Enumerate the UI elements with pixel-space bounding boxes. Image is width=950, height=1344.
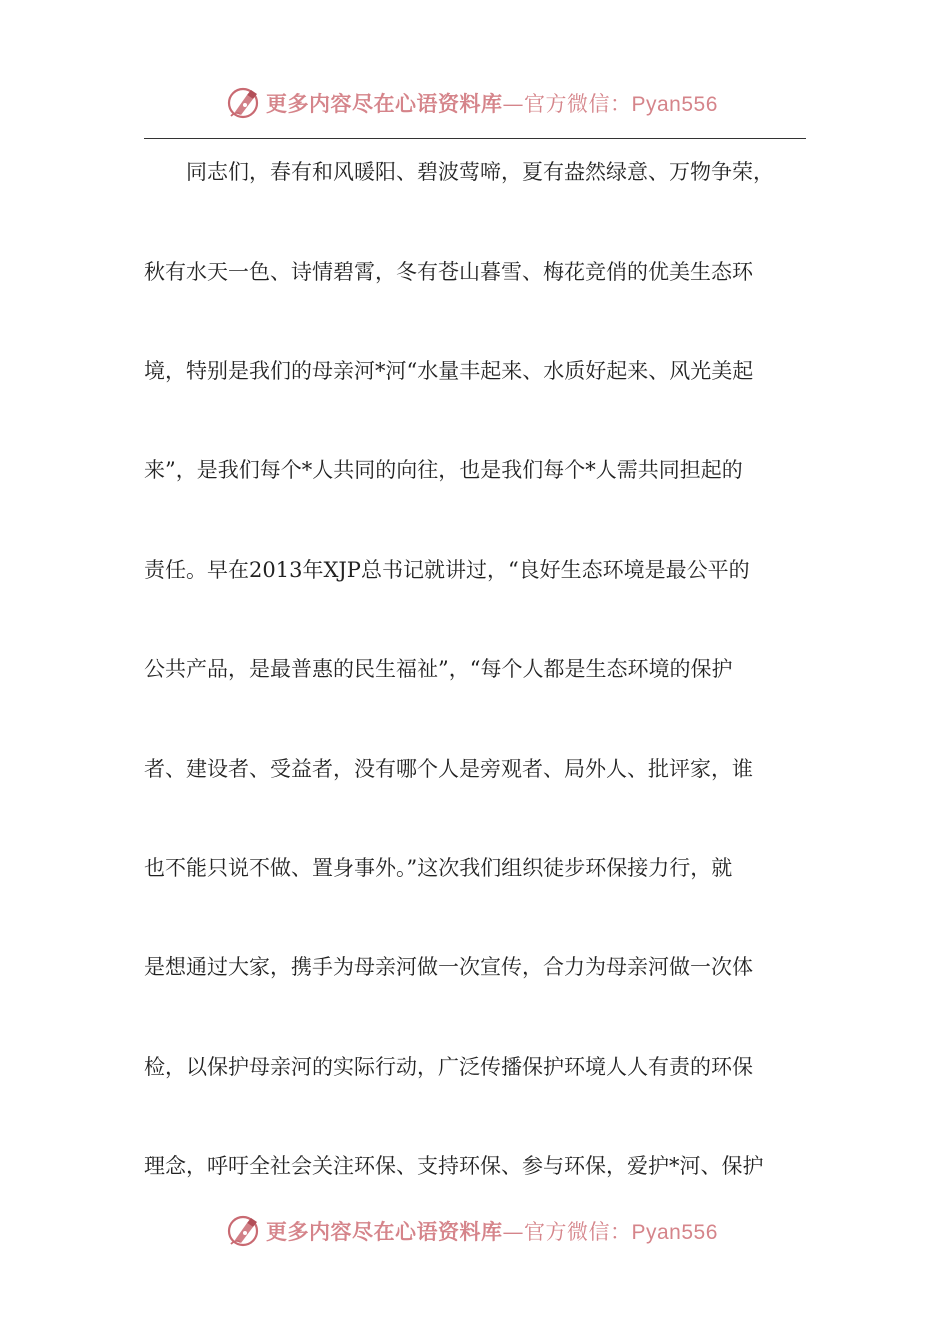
footer-banner-text xyxy=(266,1216,718,1246)
paragraph-line: 公共产品，是最普惠的民生福祉”，“每个人都是生态环境的保护 xyxy=(144,657,733,681)
header-dash: — xyxy=(502,92,524,116)
paragraph-line: 者、建设者、受益者，没有哪个人是旁观者、局外人、批评家，谁 xyxy=(144,757,753,781)
paragraph-line: 境，特别是我们的母亲河*河“水量丰起来、水质好起来、风光美起 xyxy=(144,359,754,383)
paragraph-line: 责任。早在2013年XJP总书记就讲过，“良好生态环境是最公平的 xyxy=(144,558,750,582)
footer-wechat-id: Pyan556 xyxy=(631,1221,718,1244)
footer-brand: 更多内容尽在心语资料库 xyxy=(266,1219,503,1244)
paragraph-line: 也不能只说不做、置身事外。”这次我们组织徒步环保接力行，就 xyxy=(144,856,733,880)
paragraph-line: 秋有水天一色、诗情碧霄，冬有苍山暮雪、梅花竞俏的优美生态环 xyxy=(144,260,753,284)
header-wechat-label: 官方微信： xyxy=(524,92,632,116)
paragraph-line: 检，以保护母亲河的实际行动，广泛传播保护环境人人有责的环保 xyxy=(144,1055,753,1079)
pen-nib-logo-icon xyxy=(226,1213,262,1249)
footer-banner-content xyxy=(226,1209,718,1253)
paragraph-line: 是想通过大家，携手为母亲河做一次宣传，合力为母亲河做一次体 xyxy=(144,955,753,979)
footer-wechat-label: 官方微信： xyxy=(524,1220,632,1244)
pen-nib-logo-icon xyxy=(226,85,262,121)
paragraph-line: 理念，呼吁全社会关注环保、支持环保、参与环保，爱护*河、保护 xyxy=(144,1154,764,1178)
header-banner xyxy=(0,81,950,125)
header-divider xyxy=(144,138,806,139)
footer-banner xyxy=(0,1209,950,1253)
paragraph-line: 同志们，春有和风暖阳、碧波莺啼，夏有盎然绿意、万物争荣， xyxy=(186,160,774,184)
paragraph-line: 来”，是我们每个*人共同的向往，也是我们每个*人需共同担起的 xyxy=(144,458,743,482)
header-banner-text xyxy=(266,88,718,118)
footer-dash: — xyxy=(502,1220,524,1244)
header-wechat-id: Pyan556 xyxy=(631,93,718,116)
header-brand: 更多内容尽在心语资料库 xyxy=(266,91,503,116)
header-banner-content xyxy=(226,81,718,125)
